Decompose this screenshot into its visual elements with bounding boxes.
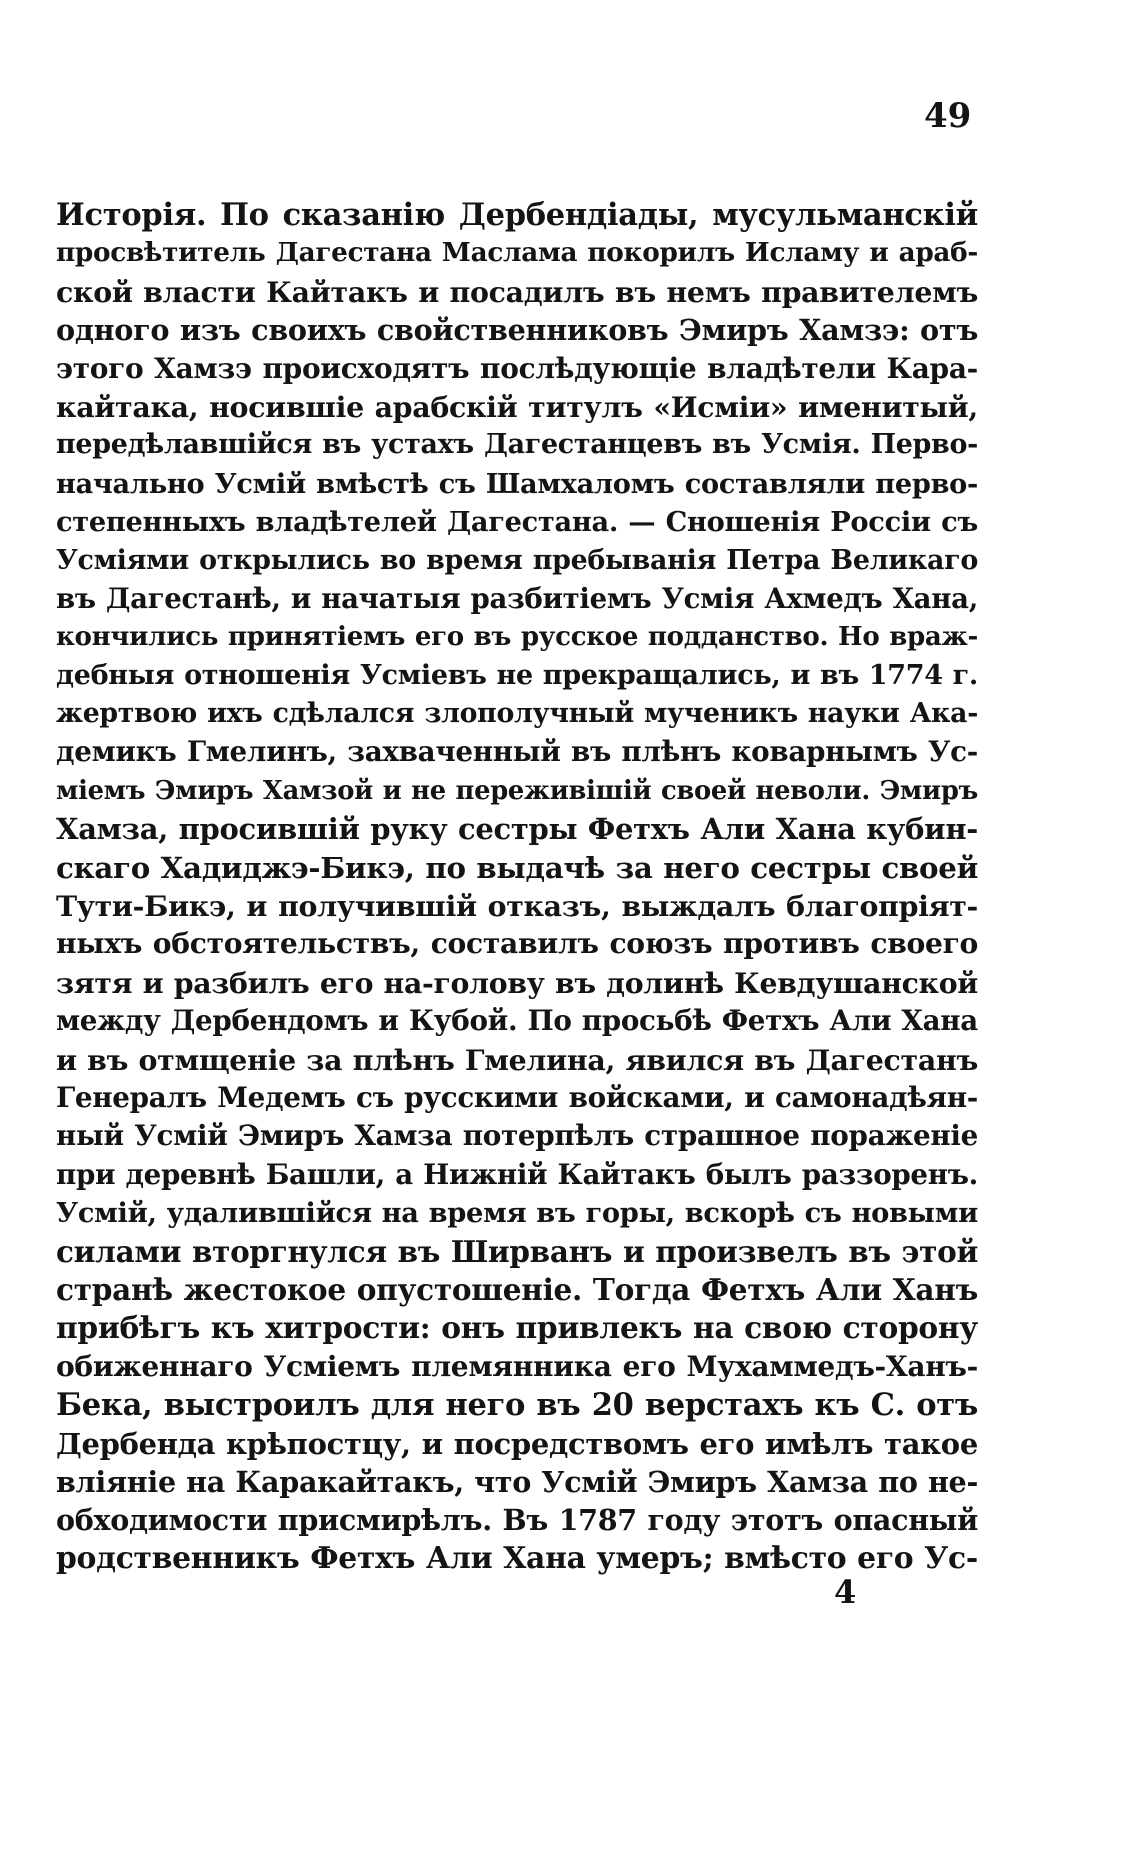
text-line: вліяніе на Каракайтакъ, что Усмій Эмиръ Хамза по не- (56, 1464, 978, 1499)
text-line: дебныя отношенія Усміевъ не прекращались, и въ 1774 г. (56, 659, 978, 691)
text-line: просвѣтитель Дагестана Маслама покорилъ Исламу и араб- (56, 237, 978, 269)
text-line: ской власти Кайтакъ и посадилъ въ немъ правителемъ (56, 274, 978, 309)
text-line: скаго Хадиджэ-Бикэ, по выдачѣ за него сестры своей (56, 849, 978, 885)
signature-mark: 4 (834, 1573, 857, 1611)
text-line: силами вторгнулся въ Ширванъ и произвелъ въ этой (56, 1233, 978, 1269)
text-line: Тути-Бикэ, и получившій отказъ, выждалъ благопріят- (56, 889, 978, 924)
text-line: жертвою ихъ сдѣлался злополучный мученикъ науки Ака- (56, 698, 978, 730)
text-line: Исторія. По сказанію Дербендіады, мусульманскій (56, 197, 978, 233)
text-line: между Дербендомъ и Кубой. По просьбѣ Фетхъ Али Хана (56, 1004, 978, 1038)
text-line: Бека, выстроилъ для него въ 20 верстахъ къ С. отъ (56, 1387, 978, 1424)
text-line: степенныхъ владѣтелей Дагестана. — Сношенія Россіи съ (56, 506, 978, 539)
text-line: прибѣгъ къ хитрости: онъ привлекъ на свою сторону (56, 1310, 978, 1346)
text-line: родственникъ Фетхъ Али Хана умеръ; вмѣсто его Ус- (56, 1540, 978, 1576)
text-line: и въ отмщеніе за плѣнъ Гмелина, явился въ Дагестанъ (56, 1042, 978, 1077)
text-line: въ Дагестанѣ, и начатыя разбитіемъ Усмія Ахмедъ Хана, (56, 581, 978, 615)
text-line: Дербенда крѣпостцу, и посредствомъ его имѣлъ такое (56, 1426, 978, 1461)
text-line: ныхъ обстоятельствъ, составилъ союзъ противъ своего (56, 927, 978, 961)
text-line: ный Усмій Эмиръ Хамза потерпѣлъ страшное пораженіе (56, 1119, 978, 1153)
text-line: Хамза, просившій руку сестры Фетхъ Али Хана кубин- (56, 812, 978, 847)
text-line: начально Усмій вмѣстѣ съ Шамхаломъ составляли перво- (56, 467, 978, 500)
text-line: передѣлавшійся въ устахъ Дагестанцевъ въ Усмія. Перво- (56, 429, 978, 461)
text-line: Усмій, удалившійся на время въ горы, вскорѣ съ новыми (56, 1197, 978, 1230)
text-line: этого Хамзэ происходятъ послѣдующіе владѣтели Кара- (56, 351, 978, 385)
text-line: зятя и разбилъ его на-голову въ долинѣ Кевдушанской (56, 965, 978, 1000)
body-text (56, 196, 978, 1578)
text-line: міемъ Эмиръ Хамзой и не переживішій своей неволи. Эмиръ (56, 775, 978, 806)
text-line: одного изъ своихъ свойственниковъ Эмиръ Хамзэ: отъ (56, 313, 978, 348)
text-line: демикъ Гмелинъ, захваченный въ плѣнъ коварнымъ Ус- (56, 735, 978, 769)
text-line: кончились принятіемъ его въ русское подданство. Но враж- (56, 622, 978, 653)
text-line: кайтака, носившіе арабскій титулъ «Исміи» именитый, (56, 389, 978, 424)
text-line: Генералъ Медемъ съ русскими войсками, и самонадѣян- (56, 1080, 978, 1114)
text-line: Усміями открылись во время пребыванія Петра Великаго (56, 544, 978, 576)
text-line: при деревнѣ Башли, а Нижній Кайтакъ былъ раззоренъ. (56, 1157, 978, 1191)
text-line: странѣ жестокое опустошеніе. Тогда Фетхъ Али Ханъ (56, 1271, 978, 1307)
page-number: 49 (924, 96, 972, 136)
text-line: обходимости присмирѣлъ. Въ 1787 году этотъ опасный (56, 1503, 978, 1538)
text-line: обиженнаго Усміемъ племянника его Мухаммедъ-Ханъ- (56, 1349, 978, 1383)
